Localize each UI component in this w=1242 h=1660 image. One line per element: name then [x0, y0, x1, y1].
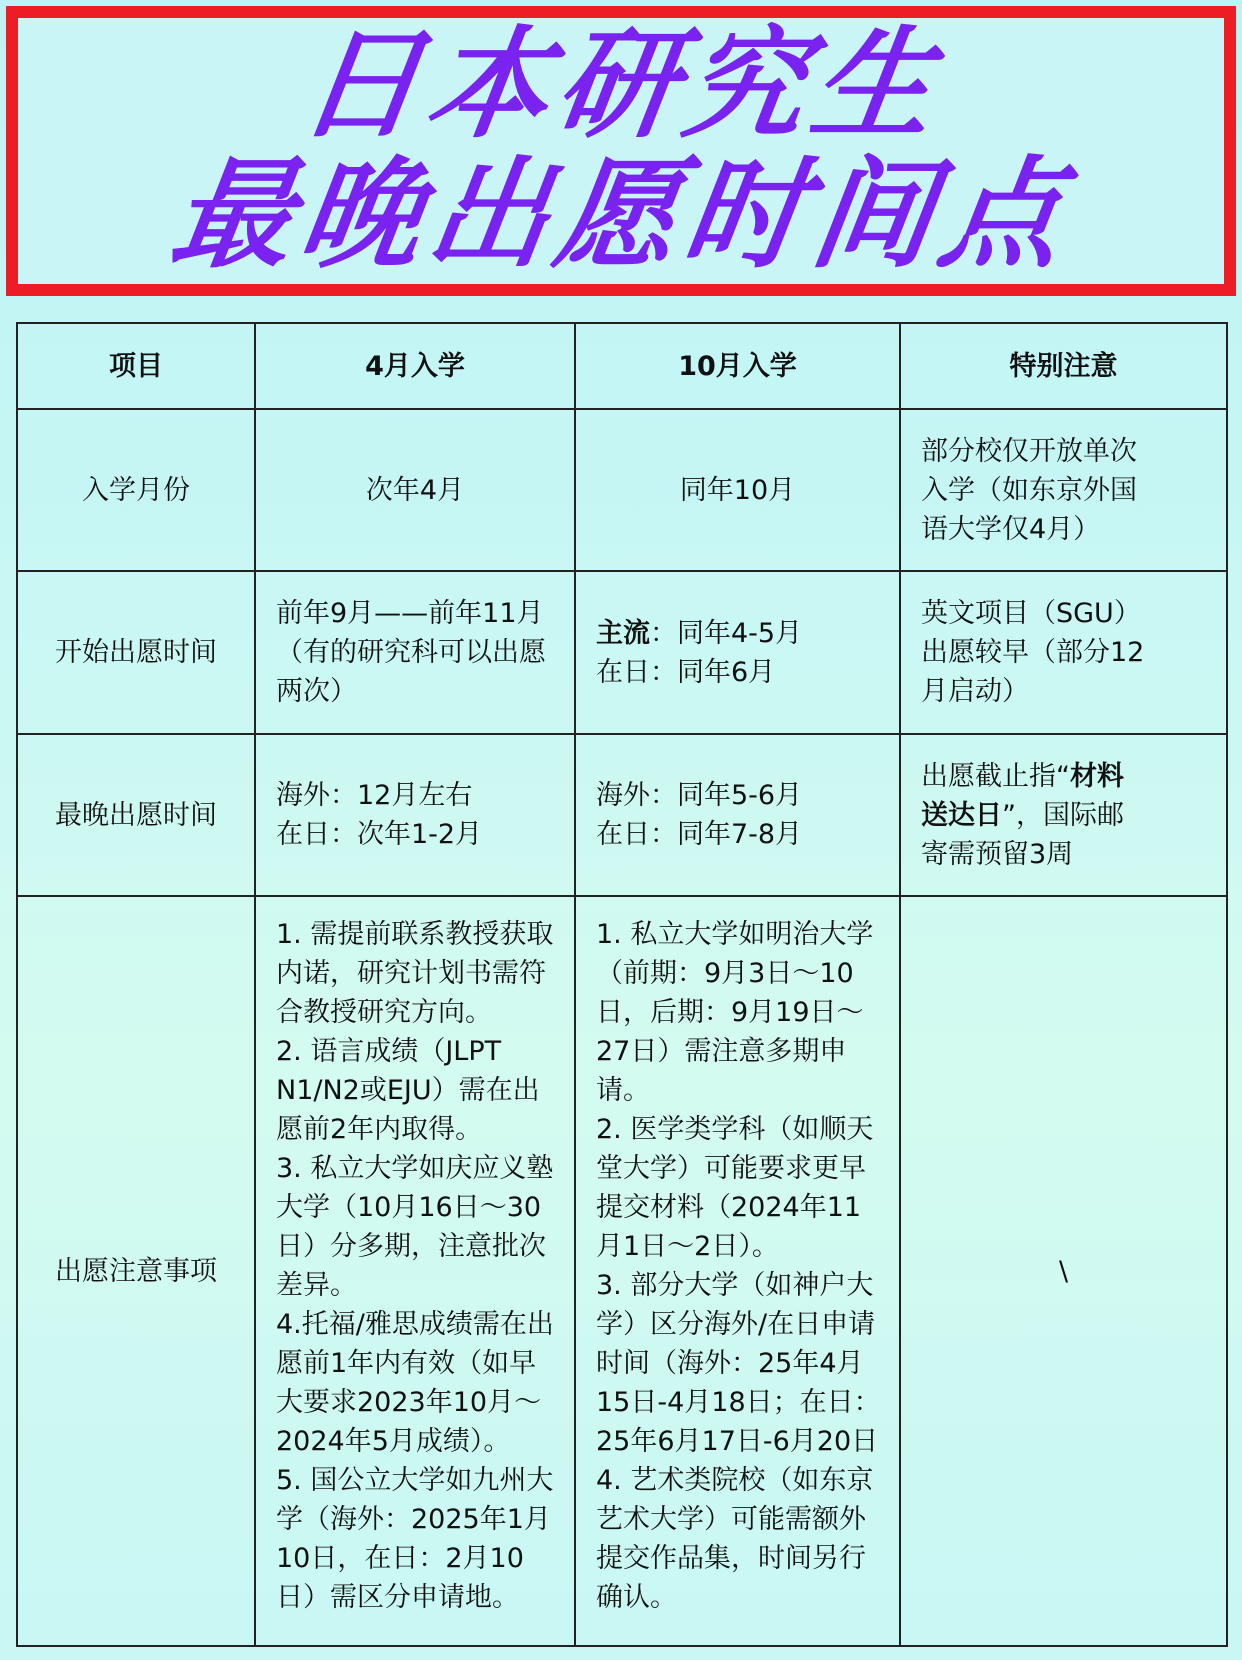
cell-text: 15日-4月18日；在日：: [596, 1387, 881, 1418]
cell-text: 4.托福/雅思成绩需在出: [276, 1309, 554, 1340]
cell-text: 寄需预留3周: [921, 838, 1074, 870]
cell-text: N1/N2或EJU）需在出: [276, 1075, 540, 1106]
cell-text: 次年4月: [365, 474, 465, 506]
bold-text: 主流: [596, 617, 650, 649]
bold-text: 材料: [1070, 760, 1124, 792]
cell-april: [255, 409, 575, 571]
cell-text: 提交作品集，时间另行: [596, 1543, 866, 1574]
cell-text: 日，后期：9月19日～: [596, 997, 864, 1028]
cell-text: [921, 757, 1208, 796]
cell-note: [900, 409, 1227, 571]
cell-text: 1. 私立大学如明治大学: [596, 919, 874, 950]
cell-text: ”，国际邮: [1002, 799, 1124, 831]
cell-text: 出愿截止指“: [921, 760, 1070, 792]
cell-text: （有的研究科可以出愿: [276, 637, 546, 668]
cell-text: 2024年5月成绩）。: [276, 1426, 511, 1457]
cell-text: 前年9月——前年11月: [276, 598, 544, 629]
cell-text: 日）分多期，注意批次: [276, 1231, 546, 1262]
header-note: 特别注意: [900, 323, 1227, 409]
cell-text: 部分校仅开放单次: [921, 435, 1137, 467]
cell-october: [575, 571, 900, 734]
cell-text: （前期：9月3日～10: [596, 958, 854, 989]
cell-text: 1. 需提前联系教授获取: [276, 919, 554, 950]
cell-october: [575, 409, 900, 571]
cell-text: 5. 国公立大学如九州大: [276, 1465, 554, 1496]
cell-text: ：同年4-5月: [650, 617, 803, 649]
cell-text: 入学（如东京外国: [921, 474, 1137, 506]
cell-text: 同年10月: [679, 474, 796, 506]
cell-text: 提交材料（2024年11: [596, 1192, 862, 1223]
cell-text: 大要求2023年10月～: [276, 1387, 542, 1418]
header-april: 4月入学: [255, 323, 575, 409]
cell-text: 愿前2年内取得。: [276, 1114, 483, 1145]
cell-text: 堂大学）可能要求更早: [596, 1153, 866, 1184]
table-row: [17, 409, 1227, 571]
cell-note: \: [900, 896, 1227, 1646]
cell-note: [900, 734, 1227, 896]
row-label: 入学月份: [17, 409, 255, 571]
cell-text: [921, 796, 1208, 835]
cell-text: 愿前1年内有效（如早: [276, 1348, 537, 1379]
cell-april: [255, 734, 575, 896]
cell-text: 确认。: [596, 1582, 677, 1613]
cell-text: 日）需区分申请地。: [276, 1582, 519, 1613]
cell-text: 4. 艺术类院校（如东京: [596, 1465, 874, 1496]
bold-text: 送达日: [921, 799, 1002, 831]
cell-text: 两次）: [276, 676, 357, 707]
cell-text: 3. 私立大学如庆应义塾: [276, 1153, 554, 1184]
cell-text: 2. 医学类学科（如顺天: [596, 1114, 874, 1145]
cell-text: 出愿较早（部分12: [921, 637, 1145, 668]
cell-text: 学（海外：2025年1月: [276, 1504, 551, 1535]
table-row: [17, 571, 1227, 734]
cell-text: 海外：12月左右: [276, 780, 473, 811]
cell-text: 语大学仅4月）: [921, 513, 1101, 545]
table-row: [17, 896, 1227, 1646]
cell-text: 请。: [596, 1075, 650, 1106]
cell-text: 25年6月17日-6月20日: [596, 1426, 879, 1457]
cell-text: 时间（海外：25年4月: [596, 1348, 864, 1379]
table-row: [17, 734, 1227, 896]
table-header-row: [17, 323, 1227, 409]
cell-text: 10日，在日：2月10: [276, 1543, 524, 1574]
deadline-table: [16, 322, 1226, 1647]
cell-text: 英文项目（SGU）: [921, 598, 1141, 629]
title-line-1: 日本研究生: [291, 16, 951, 155]
cell-text: 艺术大学）可能需额外: [596, 1504, 866, 1535]
cell-text: 2. 语言成绩（JLPT: [276, 1036, 502, 1067]
cell-april: [255, 896, 575, 1646]
cell-text: 差异。: [276, 1270, 357, 1301]
cell-text: 3. 部分大学（如神户大: [596, 1270, 874, 1301]
cell-text: 在日：同年6月: [596, 656, 776, 688]
cell-april: [255, 571, 575, 734]
cell-text: 在日：同年7-8月: [596, 819, 803, 850]
cell-text: 月1日～2日）。: [596, 1231, 779, 1262]
cell-text: 月启动）: [921, 676, 1029, 707]
cell-text: 大学（10月16日～30: [276, 1192, 542, 1223]
cell-october: [575, 734, 900, 896]
cell-text: 学）区分海外/在日申请: [596, 1309, 876, 1340]
cell-text: 27日）需注意多期申: [596, 1036, 847, 1067]
cell-text: 内诺，研究计划书需符: [276, 958, 546, 989]
row-label: 出愿注意事项: [17, 896, 255, 1646]
row-label: 开始出愿时间: [17, 571, 255, 734]
cell-text: 合教授研究方向。: [276, 997, 492, 1028]
header-october: 10月入学: [575, 323, 900, 409]
cell-october: [575, 896, 900, 1646]
cell-text: 海外：同年5-6月: [596, 780, 803, 811]
title-banner: [6, 6, 1236, 296]
header-item: 项目: [17, 323, 255, 409]
cell-text: 在日：次年1-2月: [276, 819, 483, 850]
title-line-2: 最晚出愿时间点: [163, 146, 1079, 285]
cell-text: [596, 614, 881, 653]
cell-note: [900, 571, 1227, 734]
row-label: 最晚出愿时间: [17, 734, 255, 896]
